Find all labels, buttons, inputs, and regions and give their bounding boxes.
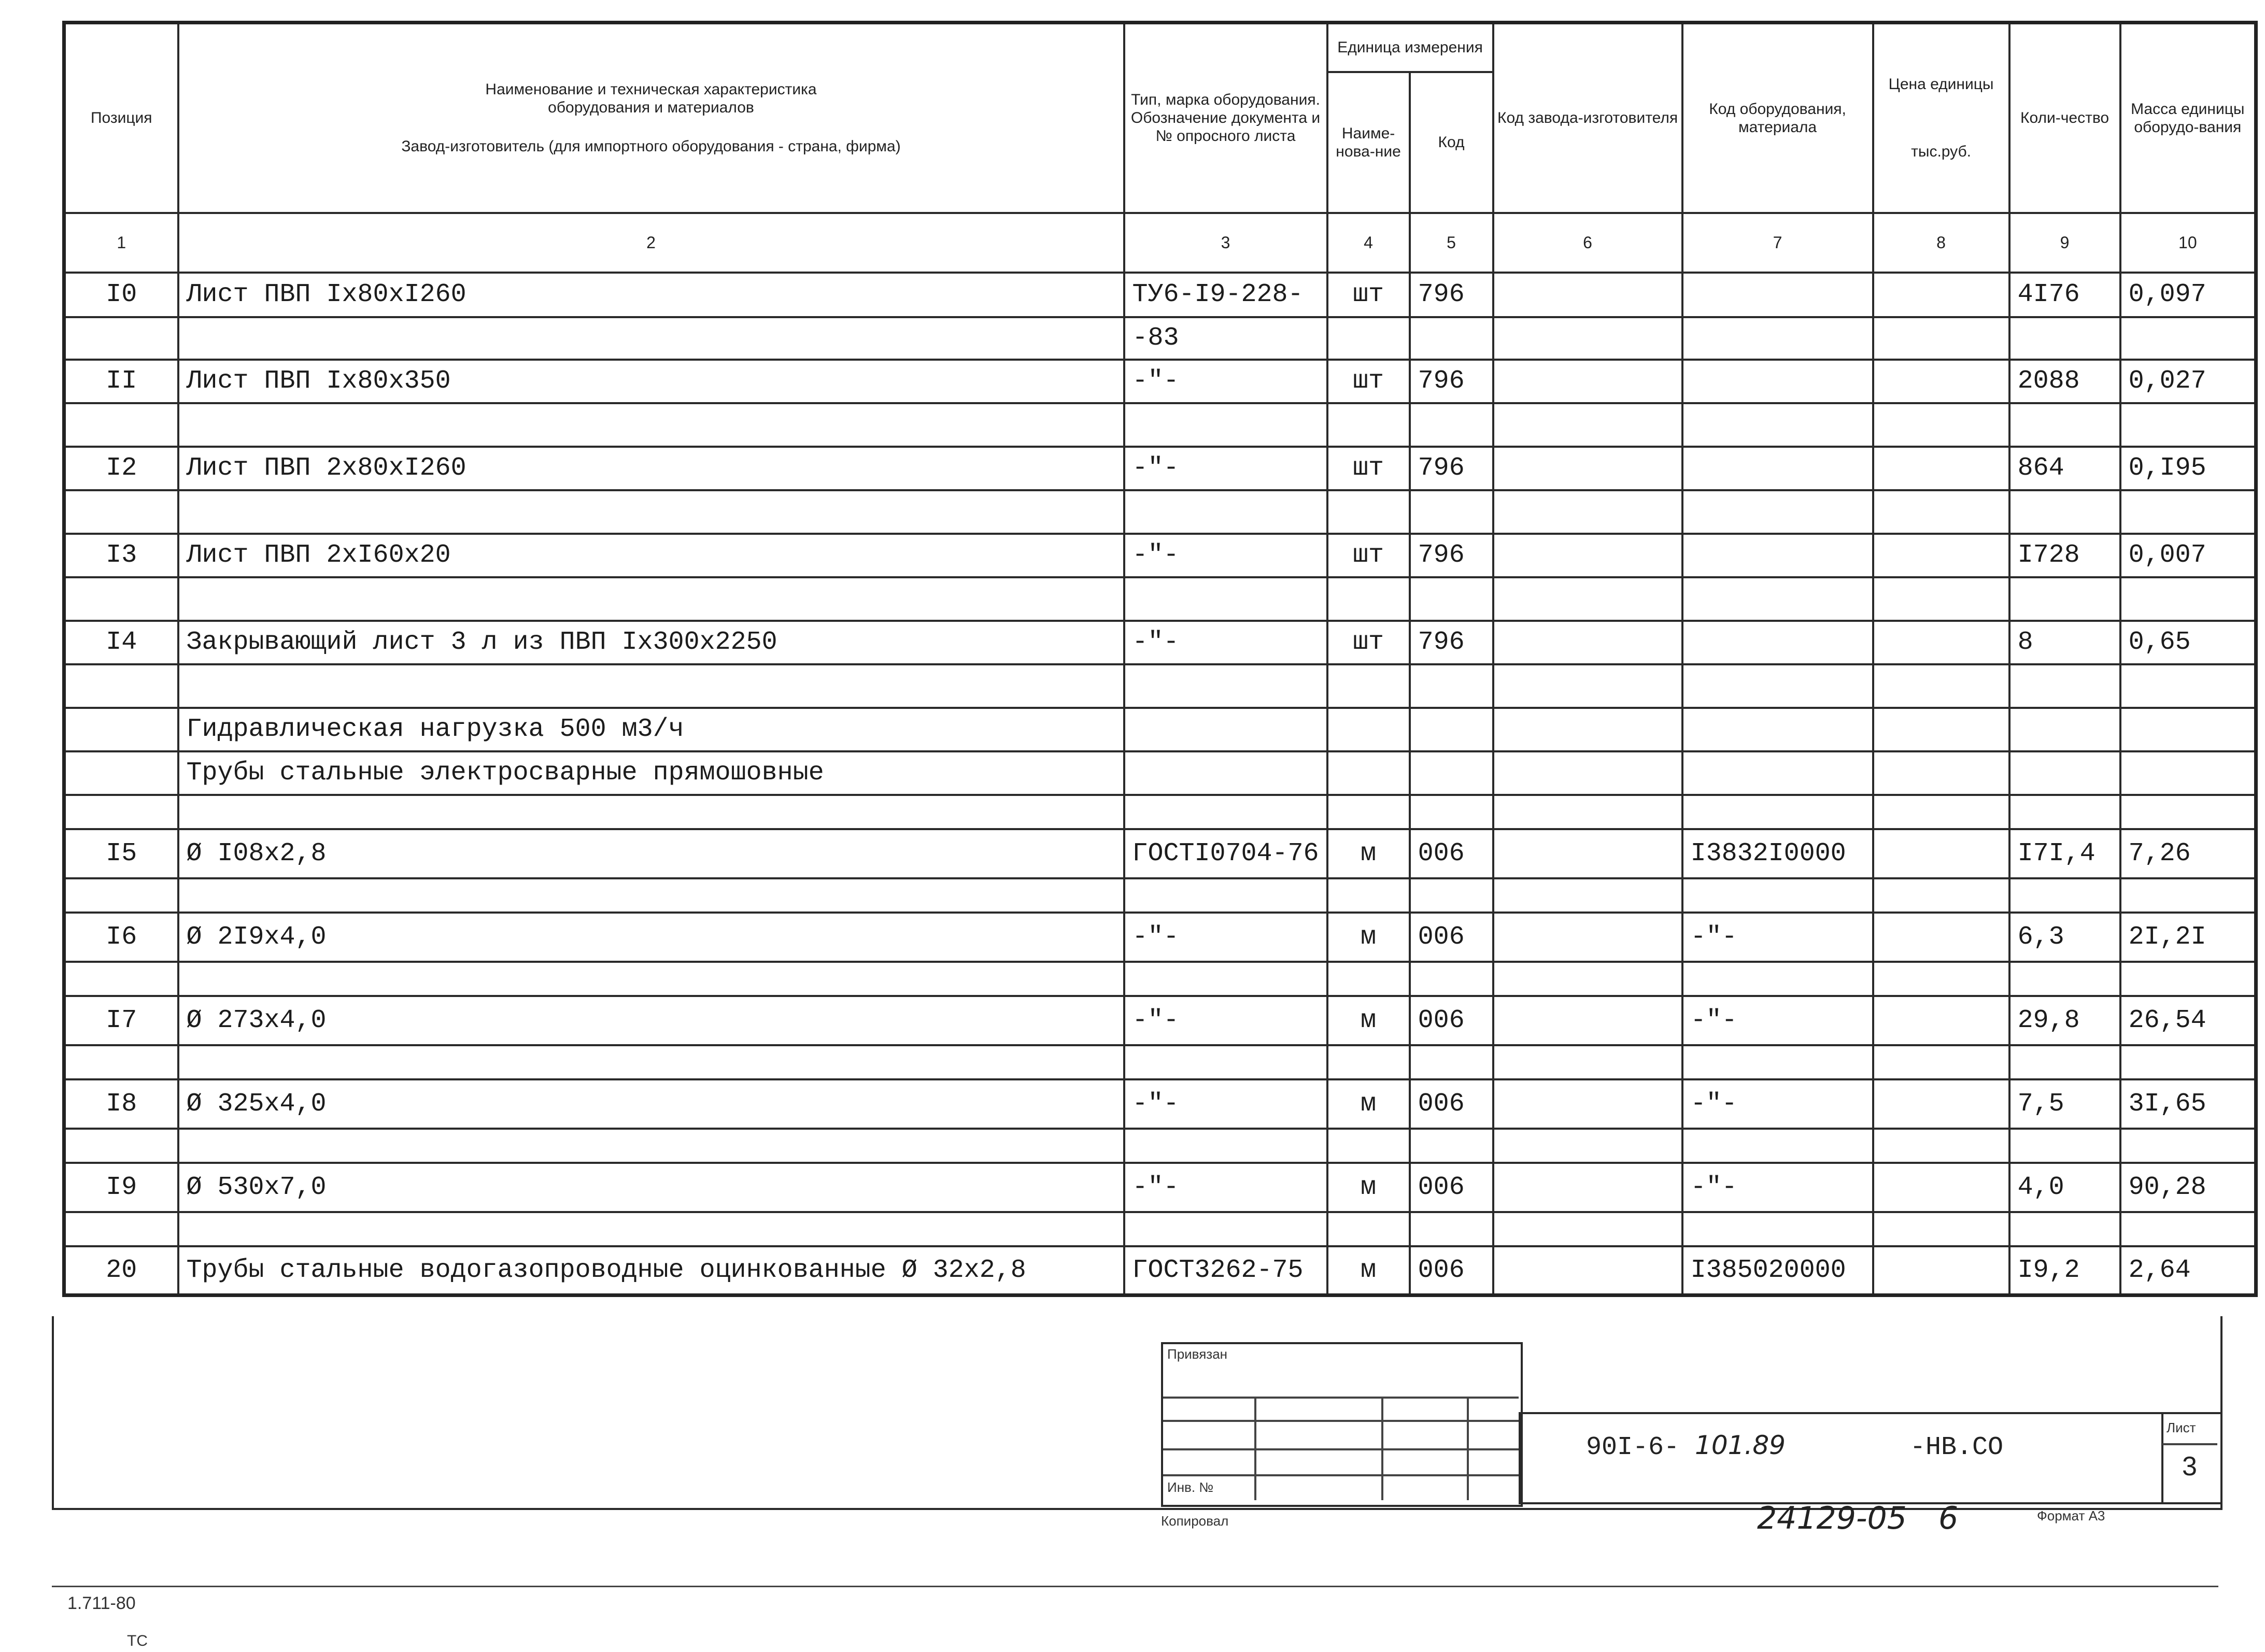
cell-material: -"- xyxy=(1682,996,1873,1045)
header-quantity: Коли-чество xyxy=(2009,23,2120,213)
cell-position: I0 xyxy=(64,273,178,317)
cell-code: 796 xyxy=(1410,534,1493,577)
header-unit-code: Код xyxy=(1410,72,1493,213)
header-price xyxy=(1873,23,2009,213)
cell-doc: ТУ6-I9-228- xyxy=(1124,273,1327,317)
cell-unit: шт xyxy=(1327,360,1410,403)
cell-unit: м xyxy=(1327,913,1410,962)
cell-qty: 8 xyxy=(2009,621,2120,664)
col-number: 2 xyxy=(178,213,1124,273)
col-number: 7 xyxy=(1682,213,1873,273)
footer-tc: ТС xyxy=(127,1632,148,1649)
cell-name: Ø 273х4,0 xyxy=(178,996,1124,1045)
table-row xyxy=(64,913,2256,962)
cell-mass: 0,65 xyxy=(2120,621,2256,664)
cell-unit: м xyxy=(1327,1079,1410,1129)
col-number: 8 xyxy=(1873,213,2009,273)
cell-code: 796 xyxy=(1410,273,1493,317)
sheet-box-divider xyxy=(2162,1443,2217,1445)
cell-position: I4 xyxy=(64,621,178,664)
header-position: Позиция xyxy=(64,23,178,213)
cell-unit: м xyxy=(1327,1246,1410,1295)
col-number: 3 xyxy=(1124,213,1327,273)
cell-mass: 0,027 xyxy=(2120,360,2256,403)
stamp-inv-label: Инв. № xyxy=(1167,1479,1214,1495)
cell-doc: -83 xyxy=(1124,317,1327,360)
designation-handwritten: 101.89 xyxy=(1695,1430,1786,1460)
document-designation xyxy=(1586,1430,2003,1462)
cell-doc: -"- xyxy=(1124,913,1327,962)
table-row xyxy=(64,708,2256,751)
cell-position: I8 xyxy=(64,1079,178,1129)
cell-position: 20 xyxy=(64,1246,178,1295)
cell-material xyxy=(1682,273,1873,317)
col-number: 10 xyxy=(2120,213,2256,273)
cell-position: I2 xyxy=(64,447,178,490)
cell-code: 796 xyxy=(1410,360,1493,403)
cell-unit: шт xyxy=(1327,447,1410,490)
header-unit-name: Наиме-нова-ние xyxy=(1327,72,1410,213)
stamp-line xyxy=(1163,1474,1519,1476)
header-price-label: Цена единицы xyxy=(1888,76,1994,93)
cell-mass: 2I,2I xyxy=(2120,913,2256,962)
cell-material: I385020000 xyxy=(1682,1246,1873,1295)
cell-mass: 26,54 xyxy=(2120,996,2256,1045)
cell-position: I5 xyxy=(64,829,178,878)
cell-qty: I7I,4 xyxy=(2009,829,2120,878)
specification-table xyxy=(62,21,2258,1297)
cell-name: Ø 325х4,0 xyxy=(178,1079,1124,1129)
cell-qty: 864 xyxy=(2009,447,2120,490)
stamp-line xyxy=(1254,1397,1256,1500)
col-number: 4 xyxy=(1327,213,1410,273)
cell-code: 006 xyxy=(1410,1163,1493,1212)
cut-line xyxy=(52,1586,2218,1587)
stamp-line xyxy=(1381,1397,1383,1500)
cell-name: Лист ПВП Iх80х350 xyxy=(178,360,1124,403)
cell-position: I9 xyxy=(64,1163,178,1212)
cell-unit: шт xyxy=(1327,534,1410,577)
cell-mass: 7,26 xyxy=(2120,829,2256,878)
header-mass: Масса единицы оборудо-вания xyxy=(2120,23,2256,213)
table-row xyxy=(64,621,2256,664)
header-material-code: Код оборудования, материала xyxy=(1682,23,1873,213)
table-row xyxy=(64,829,2256,878)
cell-position: I7 xyxy=(64,996,178,1045)
cell-material: -"- xyxy=(1682,1163,1873,1212)
stamp-line xyxy=(1163,1397,1519,1399)
cell-qty: I9,2 xyxy=(2009,1246,2120,1295)
cell-code: 006 xyxy=(1410,829,1493,878)
table-row xyxy=(64,1246,2256,1295)
cell-unit: шт xyxy=(1327,273,1410,317)
table-row xyxy=(64,447,2256,490)
cell-name: Ø 530х7,0 xyxy=(178,1163,1124,1212)
cell-code: 796 xyxy=(1410,621,1493,664)
cell-code: 006 xyxy=(1410,1246,1493,1295)
sheet-number: 3 xyxy=(2182,1451,2197,1482)
cell-mass: 90,28 xyxy=(2120,1163,2256,1212)
stamp-line xyxy=(1163,1448,1519,1450)
cell-qty: 4I76 xyxy=(2009,273,2120,317)
col-number: 5 xyxy=(1410,213,1493,273)
cell-qty: 6,3 xyxy=(2009,913,2120,962)
cell-name: Лист ПВП 2хI60х20 xyxy=(178,534,1124,577)
sheet-label: Лист xyxy=(2167,1420,2196,1435)
cell-doc: ГОСТI0704-76 xyxy=(1124,829,1327,878)
cell-name: Трубы стальные водогазопроводные оцинкованные Ø 32х2,8 xyxy=(178,1246,1124,1295)
col-number: 9 xyxy=(2009,213,2120,273)
cell-qty: I728 xyxy=(2009,534,2120,577)
order-sheet: 6 xyxy=(1938,1500,1959,1536)
header-unit-group: Единица измерения xyxy=(1327,23,1493,72)
copied-label: Копировал xyxy=(1161,1513,1229,1529)
cell-name: Ø 2I9х4,0 xyxy=(178,913,1124,962)
table-row xyxy=(64,273,2256,317)
header-name-line3: Завод-изготовитель (для импортного оборудования - страна, фирма) xyxy=(401,138,901,155)
table-row xyxy=(64,1163,2256,1212)
cell-unit: шт xyxy=(1327,621,1410,664)
cell-doc: -"- xyxy=(1124,996,1327,1045)
cell-unit: м xyxy=(1327,1163,1410,1212)
cell-name: Закрывающий лист 3 л из ПВП Iх300х2250 xyxy=(178,621,1124,664)
cell-code: 796 xyxy=(1410,447,1493,490)
cell-unit: м xyxy=(1327,996,1410,1045)
cell-name: Гидравлическая нагрузка 500 м3/ч xyxy=(178,708,1124,751)
cell-name: Трубы стальные электросварные прямошовные xyxy=(178,751,1124,795)
cell-unit: м xyxy=(1327,829,1410,878)
cell-code: 006 xyxy=(1410,996,1493,1045)
designation-code: 90I-6- xyxy=(1586,1433,1680,1462)
stamp-line xyxy=(1163,1420,1519,1422)
header-type: Тип, марка оборудования. Обозначение документа и № опросного листа xyxy=(1124,23,1327,213)
cell-factory xyxy=(1493,273,1682,317)
col-number: 1 xyxy=(64,213,178,273)
table-row xyxy=(64,996,2256,1045)
header-name xyxy=(178,23,1124,213)
cell-code: 006 xyxy=(1410,913,1493,962)
cell-material: -"- xyxy=(1682,1079,1873,1129)
cell-qty: 29,8 xyxy=(2009,996,2120,1045)
cell-code: 006 xyxy=(1410,1079,1493,1129)
form-code: 1.711-80 xyxy=(67,1593,136,1613)
cell-price xyxy=(1873,273,2009,317)
header-factory-code: Код завода-изготовителя xyxy=(1493,23,1682,213)
cell-doc: ГОСТ3262-75 xyxy=(1124,1246,1327,1295)
stamp-line xyxy=(1467,1397,1469,1500)
cell-mass: 0,007 xyxy=(2120,534,2256,577)
table-row xyxy=(64,360,2256,403)
cell-material: -"- xyxy=(1682,913,1873,962)
format-label: Формат А3 xyxy=(2037,1508,2105,1523)
cell-name: Лист ПВП Iх80хI260 xyxy=(178,273,1124,317)
cell-position: I6 xyxy=(64,913,178,962)
cell-doc: -"- xyxy=(1124,360,1327,403)
table-row xyxy=(64,534,2256,577)
cell-name: Лист ПВП 2х80хI260 xyxy=(178,447,1124,490)
cell-position: I3 xyxy=(64,534,178,577)
cell-name: Ø I08х2,8 xyxy=(178,829,1124,878)
cell-mass: 0,097 xyxy=(2120,273,2256,317)
cell-qty: 4,0 xyxy=(2009,1163,2120,1212)
cell-doc: -"- xyxy=(1124,1079,1327,1129)
cell-material: I3832I0000 xyxy=(1682,829,1873,878)
cell-doc: -"- xyxy=(1124,534,1327,577)
cell-position: II xyxy=(64,360,178,403)
table-row xyxy=(64,751,2256,795)
cell-doc: -"- xyxy=(1124,447,1327,490)
table-row xyxy=(64,1079,2256,1129)
cell-doc: -"- xyxy=(1124,1163,1327,1212)
cell-doc: -"- xyxy=(1124,621,1327,664)
cell-mass: 0,I95 xyxy=(2120,447,2256,490)
cell-mass: 2,64 xyxy=(2120,1246,2256,1295)
col-number: 6 xyxy=(1493,213,1682,273)
order-number: 24129-05 xyxy=(1757,1500,1907,1536)
stamp-attached-label: Привязан xyxy=(1167,1346,1228,1362)
cell-qty: 2088 xyxy=(2009,360,2120,403)
header-name-line2: оборудования и материалов xyxy=(548,99,754,117)
table-row xyxy=(64,317,2256,360)
designation-suffix: -НВ.СО xyxy=(1910,1433,2004,1462)
cell-mass: 3I,65 xyxy=(2120,1079,2256,1129)
header-name-line1: Наименование и техническая характеристика xyxy=(485,81,817,98)
header-price-unit: тыс.руб. xyxy=(1911,143,1971,161)
cell-qty: 7,5 xyxy=(2009,1079,2120,1129)
